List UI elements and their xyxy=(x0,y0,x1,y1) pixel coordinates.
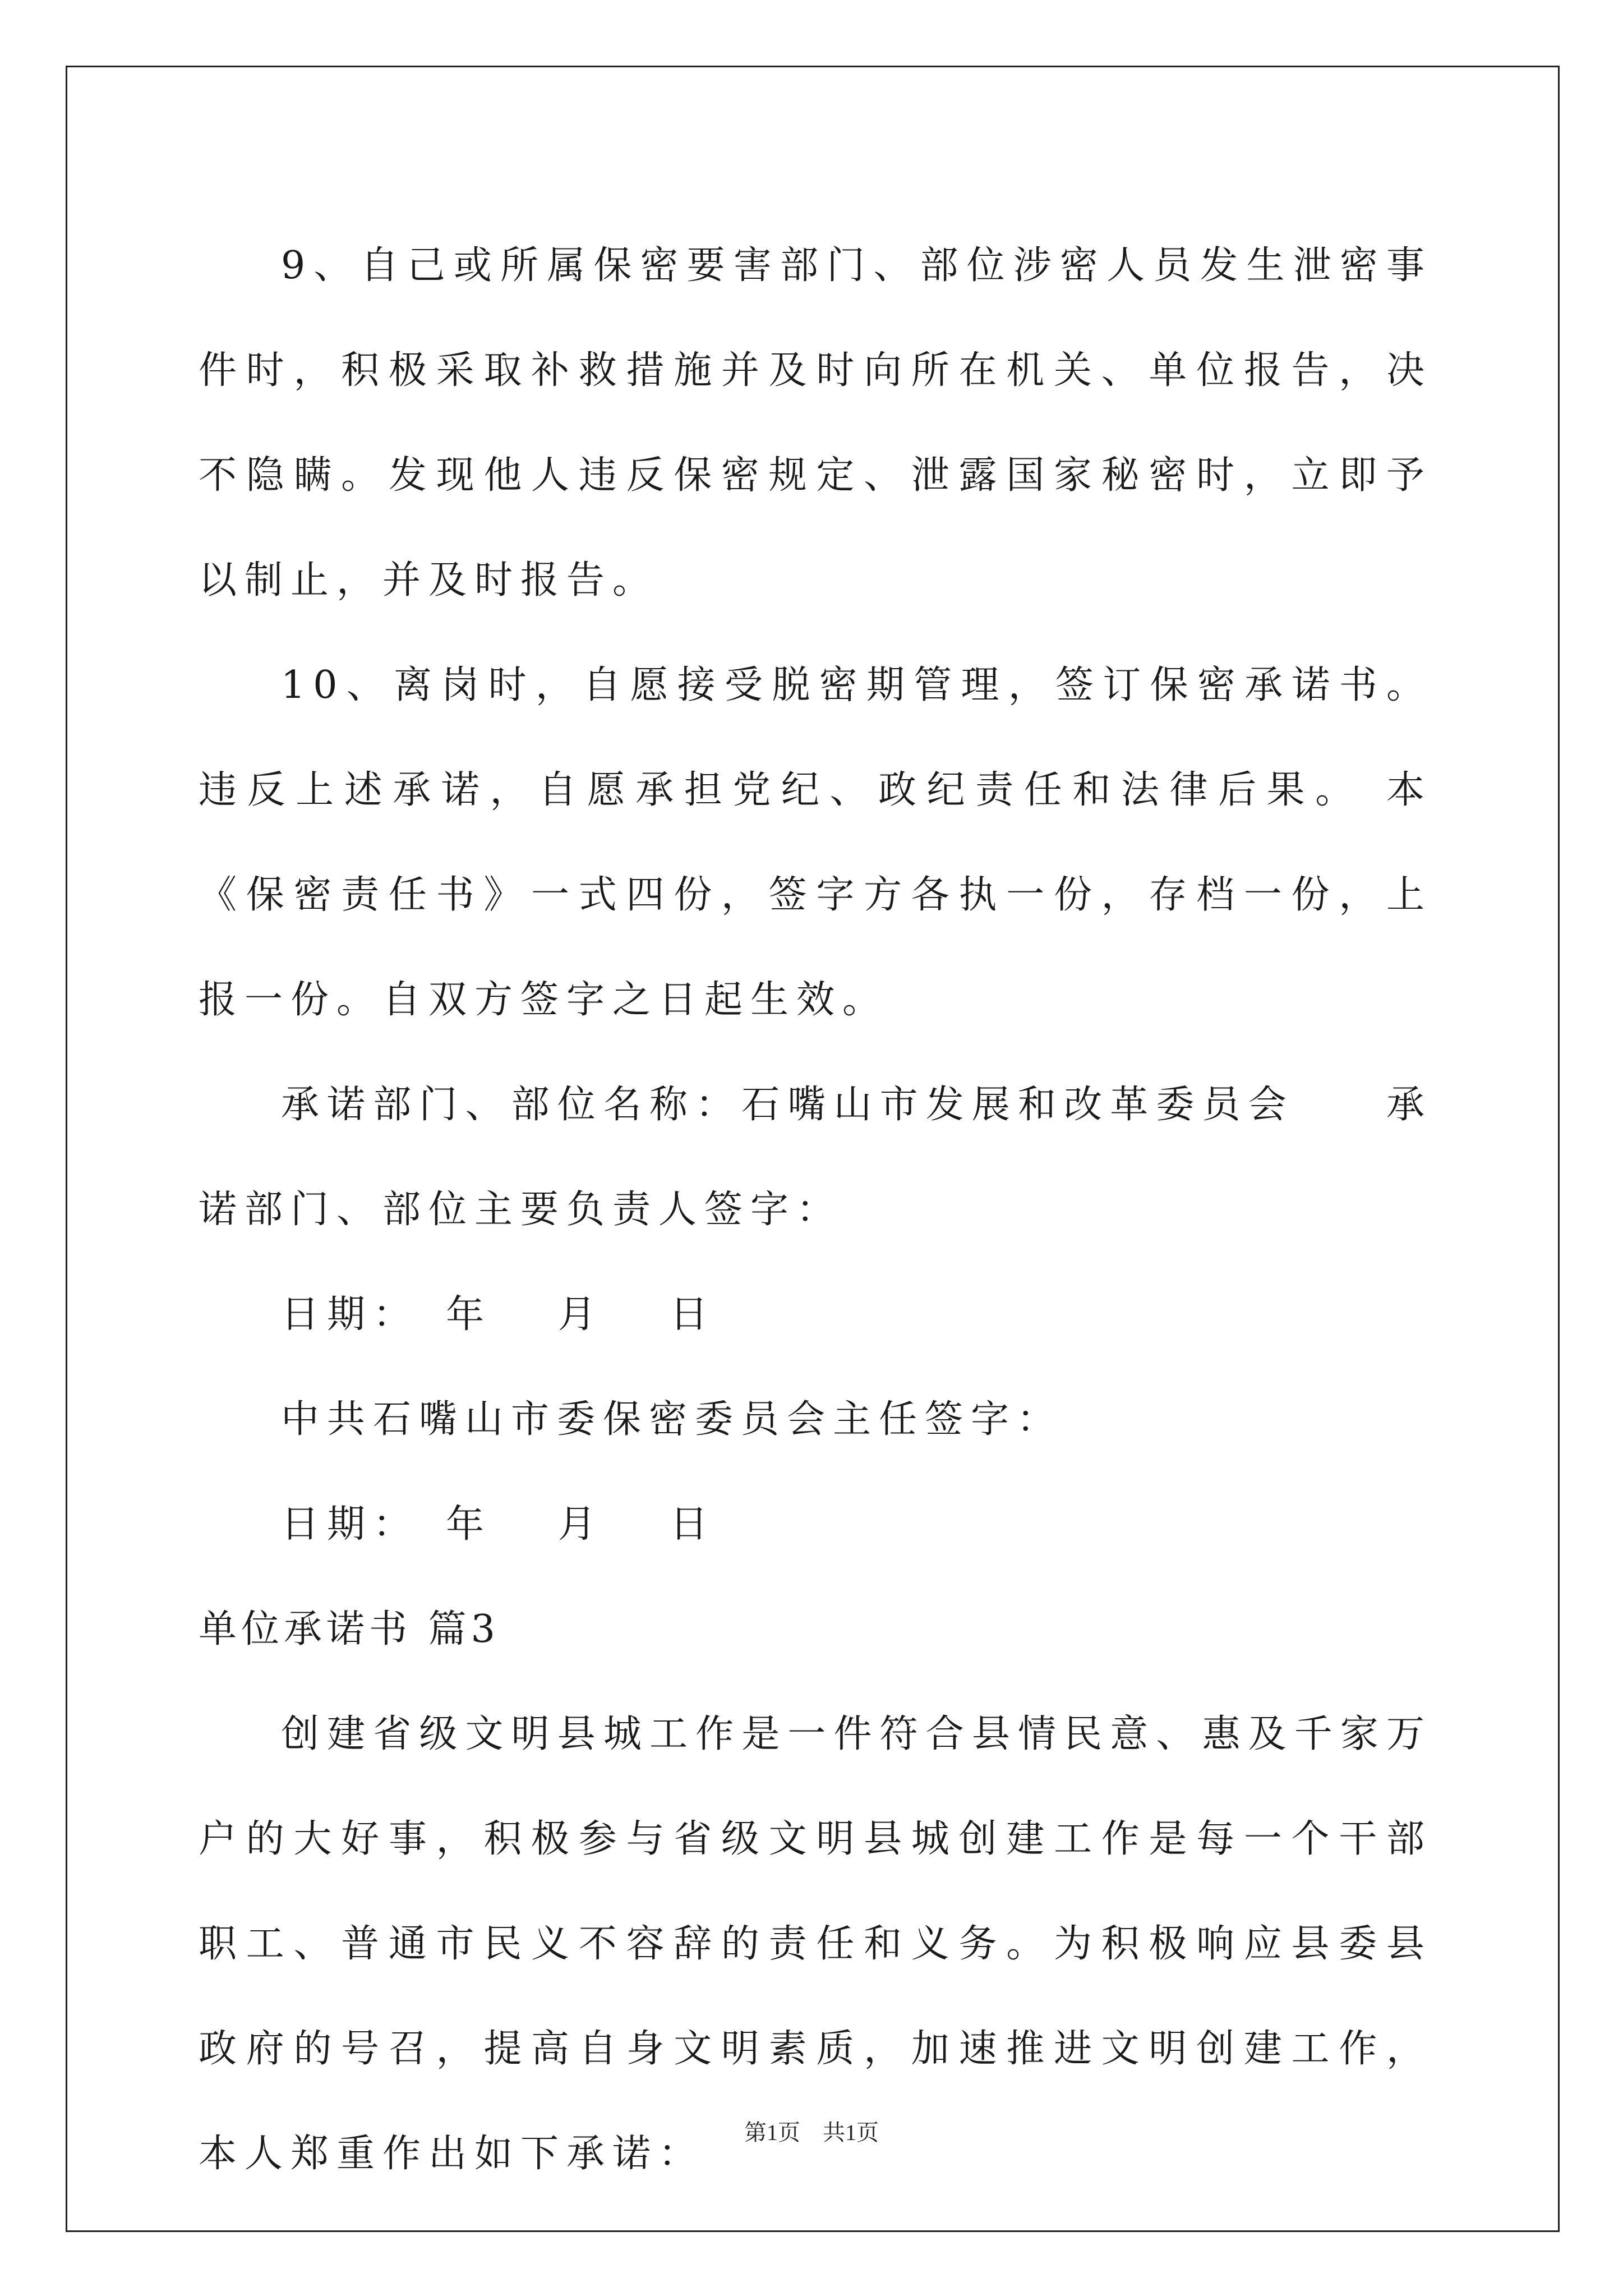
date-line: 日期： 年 月 日 xyxy=(281,1292,716,1337)
committee-signature-line: 中共石嘴山市委保密委员会主任签字： xyxy=(281,1397,1063,1442)
paragraph-item-9: 9、自己或所属保密要害部门、部位涉密人员发生泄密事件时，积极采取补救措施并及时向所在机关、单位报告，决不隐瞒。发现他人违反保密规定、泄露国家秘密时，立即予以制止，并及时报告。 xyxy=(199,243,1432,602)
document-body xyxy=(199,213,1432,2206)
paragraph-commitment-department: 承诺部门、部位名称：石嘴山市发展和改革委员会 承诺部门、部位主要负责人签字： xyxy=(199,1083,1432,1232)
date-line: 日期： 年 月 日 xyxy=(281,1502,716,1547)
section-heading: 单位承诺书 篇3 xyxy=(199,1607,500,1651)
page-footer: 第1页 共1页 xyxy=(744,2120,879,2145)
paragraph-item-10: 10、离岗时，自愿接受脱密期管理，签订保密承诺书。 违反上述承诺，自愿承担党纪、政纪责任和法律后果。 本《保密责任书》一式四份，签字方各执一份，存档一份，上报一份。自双方签字之日起生效。 xyxy=(199,663,1432,1022)
section-paragraph: 创建省级文明县城工作是一件符合县情民意、惠及千家万户的大好事，积极参与省级文明县城创建工作是每一个干部职工、普通市民义不容辞的责任和义务。为积极响应县委县政府的号召，提高自身文明素质，加速推进文明创建工作，本人郑重作出如下承诺： xyxy=(199,1712,1432,2176)
